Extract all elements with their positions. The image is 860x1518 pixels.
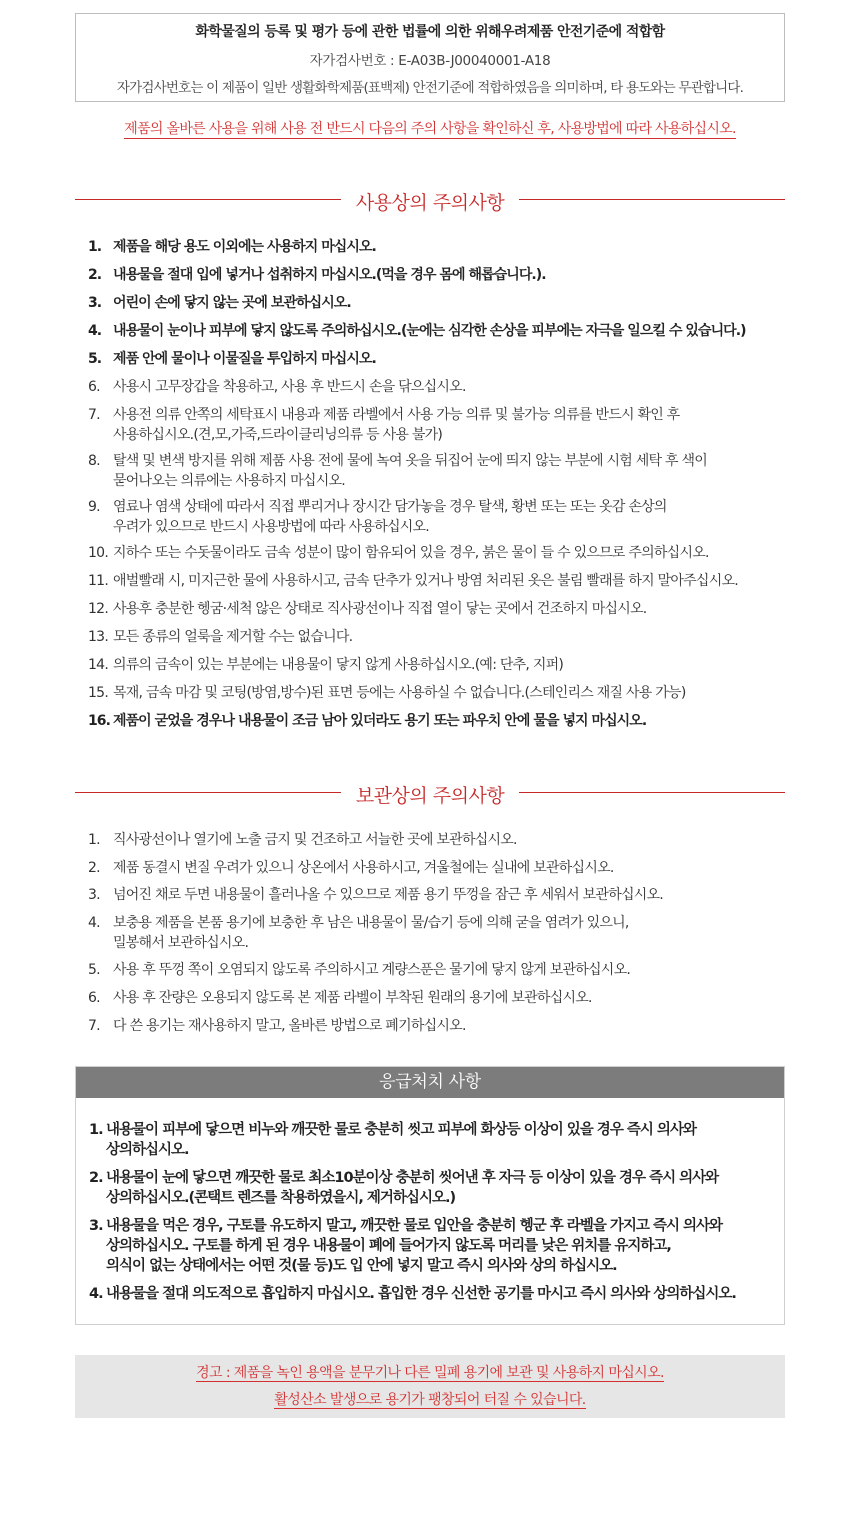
- item-text: 직사광선이나 열기에 노출 금지 및 건조하고 서늘한 곳에 보관하십시오.: [113, 832, 517, 848]
- storage-section-header: [75, 778, 785, 808]
- item-text: 사용하십시오.(견,모,가죽,드라이클리닝의류 등 사용 불가): [113, 427, 443, 443]
- first-aid-list: [89, 1120, 779, 1312]
- usage-notice: [0, 118, 860, 138]
- list-item: [88, 830, 800, 850]
- item-text: 사용시 고무장갑을 착용하고, 사용 후 반드시 손을 닦으십시오.: [113, 379, 466, 395]
- item-number: 2.: [88, 859, 100, 876]
- item-text: 사용 후 잔량은 오용되지 않도록 본 제품 라벨이 부착된 원래의 용기에 보관하십시오.: [113, 989, 592, 1006]
- list-item: [88, 885, 800, 905]
- item-number: 15.: [88, 685, 109, 701]
- item-text: 내용물을 먹은 경우, 구토를 유도하지 말고, 깨끗한 물로 입안을 충분히 헹군 후 라벨을 가지고 즉시 의사와: [106, 1218, 723, 1234]
- item-text: 넘어진 채로 두면 내용물이 흘러나올 수 있으므로 제품 용기 뚜껑을 잠근 후 세워서 보관하십시오.: [113, 887, 663, 904]
- item-number: 6.: [88, 989, 100, 1006]
- item-text: 사용전 의류 안쪽의 세탁표시 내용과 제품 라벨에서 사용 가능 의류 및 불가능 의류를 반드시 확인 후: [113, 407, 680, 423]
- item-text: 제품 동결시 변질 우려가 있으니 상온에서 사용하시고, 겨울철에는 실내에 보관하십시오.: [113, 859, 614, 876]
- list-item: [88, 599, 800, 619]
- list-item: [88, 655, 800, 675]
- item-number: 7.: [88, 1017, 100, 1034]
- item-number: 5.: [88, 962, 100, 979]
- item-text: 내용물을 절대 입에 넣거나 섭취하지 마십시오.(먹을 경우 몸에 해롭습니다.).: [113, 267, 546, 283]
- item-number: 12.: [88, 601, 109, 617]
- list-item: [89, 1216, 779, 1276]
- item-text: 사용 후 뚜껑 쪽이 오염되지 않도록 주의하시고 계량스푼은 물기에 닿지 않게 보관하십시오.: [113, 962, 631, 979]
- list-item: [88, 858, 800, 878]
- list-item: [88, 711, 800, 731]
- first-aid-title: 응급처치 사항: [76, 1067, 784, 1098]
- item-text: 밀봉해서 보관하십시오.: [113, 934, 249, 951]
- first-aid-box: [75, 1066, 785, 1325]
- item-text: 상의하십시오.: [106, 1142, 189, 1158]
- item-number: 8.: [88, 453, 100, 469]
- list-item: [88, 543, 800, 563]
- item-number: 9.: [88, 499, 100, 515]
- item-text: 묻어나오는 의류에는 사용하지 마십시오.: [113, 473, 345, 489]
- item-number: 1.: [89, 1122, 103, 1138]
- list-item: [88, 451, 800, 491]
- certification-box: [75, 13, 785, 102]
- item-text: 지하수 또는 수돗물이라도 금속 성분이 많이 함유되어 있을 경우, 붉은 물이 들 수 있으므로 주의하십시오.: [113, 545, 709, 561]
- usage-precautions-list: [88, 237, 800, 739]
- list-item: [88, 627, 800, 647]
- item-number: 3.: [88, 887, 100, 904]
- item-text: 염료나 염색 상태에 따라서 직접 뿌리거나 장시간 담가놓을 경우 탈색, 황변 또는 또는 옷감 손상의: [113, 499, 667, 515]
- item-text: 애벌빨래 시, 미지근한 물에 사용하시고, 금속 단추가 있거나 방염 처리된 옷은 불림 빨래를 하지 말아주십시오.: [113, 573, 738, 589]
- list-item: [88, 237, 800, 257]
- list-item: [88, 1016, 800, 1036]
- warning-line-2: 활성산소 발생으로 용기가 팽창되어 터질 수 있습니다.: [274, 1392, 586, 1408]
- item-text: 상의하십시오. 구토를 하게 된 경우 내용물이 폐에 들어가지 않도록 머리를 낮은 위치를 유지하고,: [106, 1238, 671, 1254]
- list-item: [88, 913, 800, 953]
- list-item: [88, 293, 800, 313]
- list-item: [88, 571, 800, 591]
- item-text: 내용물이 피부에 닿으면 비누와 깨끗한 물로 충분히 씻고 피부에 화상등 이상이 있을 경우 즉시 의사와: [106, 1122, 696, 1138]
- item-number: 3.: [89, 1218, 103, 1234]
- item-number: 4.: [88, 914, 100, 931]
- item-text: 목재, 금속 마감 및 코팅(방염,방수)된 표면 등에는 사용하실 수 없습니다.(스테인리스 재질 사용 가능): [113, 685, 686, 701]
- usage-notice-text: 제품의 올바른 사용을 위해 사용 전 반드시 다음의 주의 사항을 확인하신 후, 사용방법에 따라 사용하십시오.: [124, 121, 736, 137]
- item-number: 13.: [88, 629, 109, 645]
- item-text: 제품이 굳었을 경우나 내용물이 조금 남아 있더라도 용기 또는 파우치 안에 물을 넣지 마십시오.: [113, 713, 647, 729]
- list-item: [89, 1168, 779, 1208]
- item-text: 제품을 해당 용도 이외에는 사용하지 마십시오.: [113, 239, 376, 255]
- item-number: 1.: [88, 239, 102, 255]
- item-text: 모든 종류의 얼룩을 제거할 수는 없습니다.: [113, 629, 353, 645]
- list-item: [88, 321, 800, 341]
- item-text: 의식이 없는 상태에서는 어떤 것(물 등)도 입 안에 넣지 말고 즉시 의사와 상의 하십시오.: [106, 1258, 617, 1274]
- usage-section-header: [75, 185, 785, 215]
- certification-explanation: 자가검사번호는 이 제품이 일반 생활화학제품(표백제) 안전기준에 적합하였음을 의미하며, 타 용도와는 무관합니다.: [116, 80, 744, 96]
- list-item: [88, 960, 800, 980]
- list-item: [88, 377, 800, 397]
- certification-statement: 화학물질의 등록 및 평가 등에 관한 법률에 의한 위해우려제품 안전기준에 적합함: [195, 24, 665, 40]
- item-text: 상의하십시오.(콘택트 렌즈를 착용하였을시, 제거하십시오.): [106, 1190, 456, 1206]
- storage-precautions-list: [88, 830, 800, 1043]
- item-number: 2.: [88, 267, 102, 283]
- item-number: 16.: [88, 713, 110, 729]
- divider: [519, 792, 785, 793]
- item-text: 어린이 손에 닿지 않는 곳에 보관하십시오.: [113, 295, 351, 311]
- list-item: [88, 349, 800, 369]
- list-item: [88, 265, 800, 285]
- item-number: 11.: [88, 573, 109, 589]
- item-number: 5.: [88, 351, 102, 367]
- item-number: 7.: [88, 407, 100, 423]
- item-text: 우려가 있으므로 반드시 사용방법에 따라 사용하십시오.: [113, 519, 430, 535]
- item-text: 내용물이 눈이나 피부에 닿지 않도록 주의하십시오.(눈에는 심각한 손상을 피부에는 자극을 일으킬 수 있습니다.): [113, 323, 746, 339]
- item-number: 4.: [89, 1286, 103, 1302]
- list-item: [88, 988, 800, 1008]
- item-text: 의류의 금속이 있는 부분에는 내용물이 닿지 않게 사용하십시오.(예: 단추, 지퍼): [113, 657, 564, 673]
- item-number: 2.: [89, 1170, 103, 1186]
- item-number: 3.: [88, 295, 102, 311]
- self-inspection-number: 자가검사번호 : E-A03B-J00040001-A18: [309, 53, 551, 69]
- warning-box: [75, 1355, 785, 1418]
- item-number: 1.: [88, 832, 100, 848]
- item-number: 10.: [88, 545, 109, 561]
- item-number: 4.: [88, 323, 102, 339]
- divider: [519, 199, 785, 200]
- list-item: [88, 405, 800, 445]
- item-text: 탈색 및 변색 방지를 위해 제품 사용 전에 물에 녹여 옷을 뒤집어 눈에 띄지 않는 부분에 시험 세탁 후 색이: [113, 453, 708, 469]
- item-text: 내용물을 절대 의도적으로 흡입하지 마십시오. 흡입한 경우 신선한 공기를 마시고 즉시 의사와 상의하십시오.: [106, 1286, 736, 1302]
- item-text: 제품 안에 물이나 이물질을 투입하지 마십시오.: [113, 351, 376, 367]
- item-text: 사용후 충분한 헹굼·세척 않은 상태로 직사광선이나 직접 열이 닿는 곳에서 건조하지 마십시오.: [113, 601, 647, 617]
- storage-section-title: 보관상의 주의사항: [355, 785, 505, 807]
- list-item: [89, 1120, 779, 1160]
- item-number: 14.: [88, 657, 109, 673]
- item-text: 다 쓴 용기는 재사용하지 말고, 올바른 방법으로 폐기하십시오.: [113, 1017, 466, 1034]
- item-text: 내용물이 눈에 닿으면 깨끗한 물로 최소10분이상 충분히 씻어낸 후 자극 등 이상이 있을 경우 즉시 의사와: [106, 1170, 719, 1186]
- list-item: [88, 497, 800, 537]
- list-item: [89, 1284, 779, 1304]
- item-number: 6.: [88, 379, 100, 395]
- usage-section-title: 사용상의 주의사항: [355, 192, 505, 214]
- list-item: [88, 683, 800, 703]
- warning-line-1: 경고 : 제품을 녹인 용액을 분무기나 다른 밀폐 용기에 보관 및 사용하지 마십시오.: [196, 1365, 664, 1381]
- item-text: 보충용 제품을 본품 용기에 보충한 후 남은 내용물이 물/습기 등에 의해 굳을 염려가 있으니,: [113, 914, 629, 931]
